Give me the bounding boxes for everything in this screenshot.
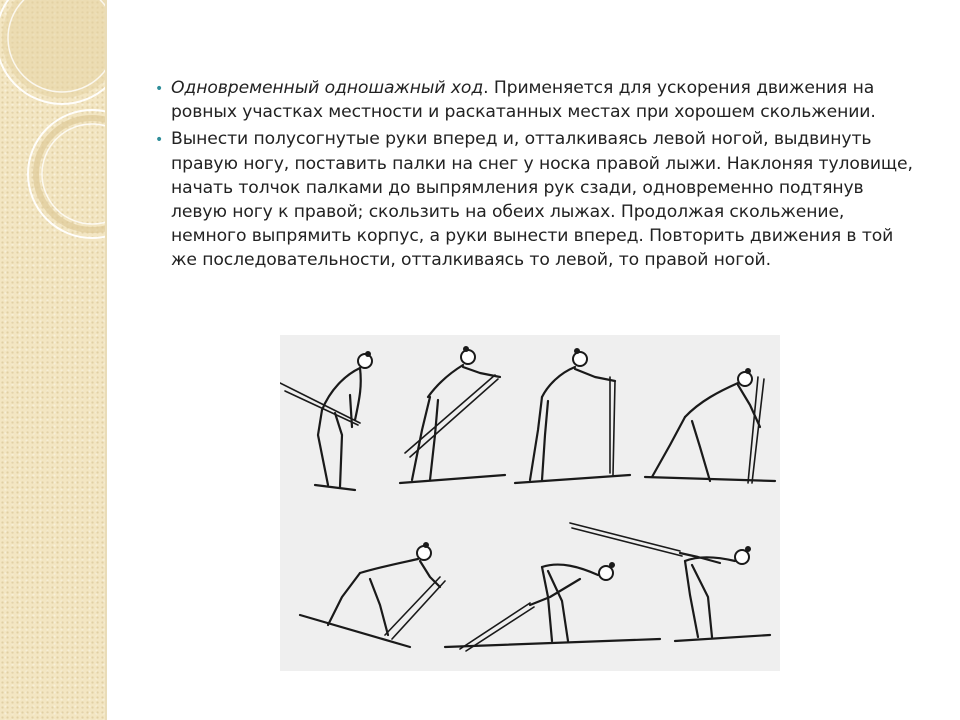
bullet-dot-icon: • [155,132,164,149]
bullet-item [154,127,914,272]
skier-figure-1 [280,351,372,490]
skier-figure-6 [445,562,660,651]
skier-figure-7 [570,523,770,641]
bullet-lead-text: Одновременный одношажный ход [171,78,484,98]
bullet-text: . Применяется для ускорения движения на ровных участках местности и раскатанных местах при хорошем скольжении. [171,78,876,123]
bullet-text: Вынести полусогнутые руки вперед и, отталкиваясь левой ногой, выдвинуть правую ногу, поставить палки на снег у носка правой лыжи. Наклоняя туловище, начать толчок палками до выпрямления рук сзади, одновременно подтянув левую ногу к правой; скользить на обеих лыжах. Продолжая скольжение, немного выпрямить корпус, а руки вынести вперед. Повторить движения в той же последовательности, отталкиваясь то левой, то правой ногой. [171,129,913,271]
skier-figure-4 [645,368,775,483]
bullet-item [154,76,914,124]
side-panel-edge [105,0,107,720]
skiing-technique-illustration [280,335,780,671]
slide-text [154,76,914,276]
decorative-side-panel [0,0,107,720]
skier-sequence-drawing [280,335,780,671]
bullet-dot-icon: • [155,81,164,97]
skier-figure-2 [400,346,505,483]
skier-figure-3 [515,348,630,483]
skier-figure-5 [300,542,445,647]
decorative-rings [0,0,107,720]
